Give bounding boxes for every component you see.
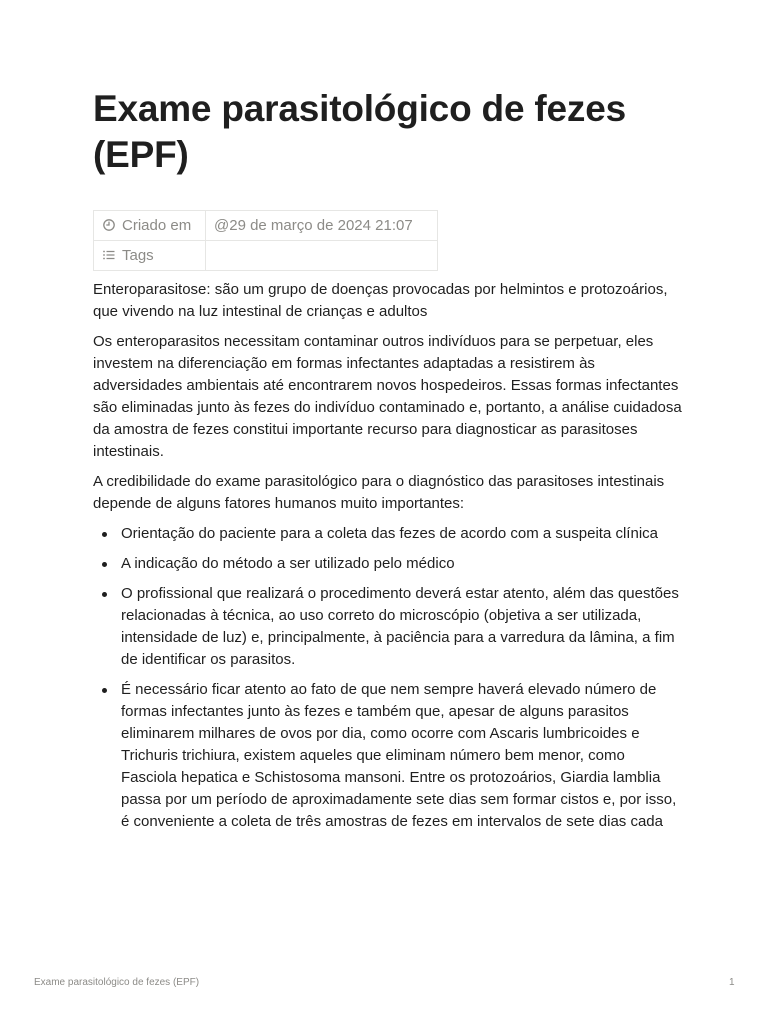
paragraph: Enteroparasitose: são um grupo de doenças provocadas por helmintos e protozoários, que vivendo na luz intestinal de crianças e adultos <box>93 281 668 320</box>
property-value-tags[interactable] <box>206 241 438 271</box>
properties-table <box>93 210 438 271</box>
paragraph: A credibilidade do exame parasitológico para o diagnóstico das parasitoses intestinais depende de alguns fatores humanos muito importantes: <box>93 473 665 512</box>
list-item <box>93 553 683 575</box>
list-item-text: É necessário ficar atento ao fato de que nem sempre haverá elevado número de formas infectantes junto às fezes e também que, apesar de alguns parasitos eliminarem milhares de ovos por dia, como ocorre com Ascaris lumbricoides e Trichuris trichiura, existem aqueles que eliminam número bem menor, como Fasciola hepatica e Schistosoma mansoni. Entre os protozoários, Giardia lamblia passa por um período de aproximadamente sete dias sem formar cistos e, por isso, é conveniente a coleta de três amostras de fezes em intervalos de sete dias cada <box>121 681 677 830</box>
bullet-icon <box>102 562 107 567</box>
bullet-icon <box>102 688 107 693</box>
property-key-label: Tags <box>122 247 154 264</box>
list-icon <box>102 248 116 262</box>
page-title: Exame parasitológico de fezes (EPF) <box>93 88 626 175</box>
list-item <box>93 679 683 833</box>
document-page <box>93 86 683 841</box>
list-item-text: O profissional que realizará o procedimento deverá estar atento, além das questões relacionadas à técnica, ao uso correto do microscópio (objetiva a ser utilizada, intensidade de luz) e, principalmente, à paciência para a varredura da lâmina, a fim de identificar os parasitos. <box>121 585 679 668</box>
property-row-created <box>94 211 438 241</box>
property-row-tags <box>94 241 438 271</box>
document-body <box>93 279 683 833</box>
page-number: 1 <box>729 977 735 988</box>
footer-title: Exame parasitológico de fezes (EPF) <box>34 977 200 988</box>
paragraph: Os enteroparasitos necessitam contaminar outros indivíduos para se perpetuar, eles investem na diferenciação em formas infectantes adaptadas a resistirem às adversidades ambientais até encontrarem novos hospedeiros. Essas formas infectantes são eliminadas junto às fezes do indivíduo contaminado e, portanto, a análise cuidadosa da amostra de fezes constitui importante recurso para diagnosticar as parasitoses intestinais. <box>93 333 682 460</box>
property-key-cell <box>94 241 206 271</box>
property-key-cell <box>94 211 206 241</box>
bullet-list <box>93 523 683 833</box>
bullet-icon <box>102 592 107 597</box>
clock-icon <box>102 218 116 232</box>
property-value-created[interactable]: @29 de março de 2024 21:07 <box>206 211 438 241</box>
property-key-label: Criado em <box>122 217 192 234</box>
list-item-text: A indicação do método a ser utilizado pelo médico <box>121 555 455 572</box>
list-item <box>93 523 683 545</box>
list-item-text: Orientação do paciente para a coleta das fezes de acordo com a suspeita clínica <box>121 525 658 542</box>
list-item <box>93 583 683 671</box>
bullet-icon <box>102 532 107 537</box>
